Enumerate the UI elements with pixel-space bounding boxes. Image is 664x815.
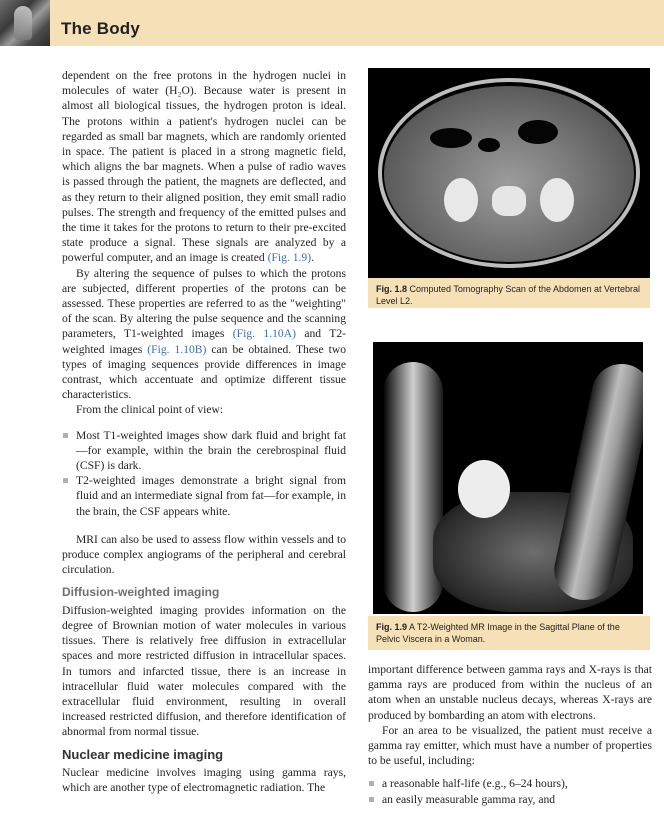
figure-caption: Fig. 1.8 Computed Tomography Scan of the Abdomen at Vertebral Level L2. — [368, 278, 650, 308]
list-item: an easily measurable gamma ray, and — [368, 792, 652, 807]
list-item: a reasonable half-life (e.g., 6–24 hours), — [368, 776, 652, 791]
paragraph: dependent on the free protons in the hydrogen nuclei in molecules of water (H₂O). Because water is present in almost all biological tissues, the hydrogen proton is ideal. The protons within a patient's hydrogen nuclei can be regarded as small bar magnets, which are randomly oriented in space. The patient is placed in a strong magnetic field, which aligns the bar magnets. When a pulse of radio waves is passed through the patient, the magnets are deflected, and as they return to their aligned position, they emit small radio pulses. The strength and frequency of the emitted pulses and the time it takes for the protons to return to their pre-excited state produce a signal. These signals are analyzed by a powerful computer, and an image is created (Fig. 1.9). — [62, 69, 346, 265]
left-column — [62, 68, 346, 795]
bullet-icon — [369, 797, 374, 802]
chapter-title: The Body — [61, 19, 141, 38]
figure-link[interactable]: (Fig. 1.9) — [267, 251, 312, 265]
bullet-icon — [63, 433, 68, 438]
figure-caption: Fig. 1.9 A T2-Weighted MR Image in the Sagittal Plane of the Pelvic Viscera in a Woman. — [368, 616, 650, 650]
page-header — [0, 0, 664, 46]
paragraph: By altering the sequence of pulses to which the protons are subjected, different properties of the protons can be assessed. These properties are referred to as the "weighting" of the scan. By altering the pulse sequence and the scanning parameters, T1-weighted images (Fig. 1.10A) and T2-weighted images (Fig. 1.10B) can be obtained. These two types of imaging sequences provide differences in image contrast, which accentuate and optimize different tissue characteristics. — [62, 266, 346, 402]
list-item: T2-weighted images demonstrate a bright signal from fluid and an intermediate signal from fat—for example, in the brain, the CSF appears white. — [62, 473, 346, 519]
bullet-icon — [369, 781, 374, 786]
chapter-thumbnail — [0, 0, 50, 46]
paragraph: From the clinical point of view: — [76, 403, 224, 417]
figure-link[interactable]: (Fig. 1.10A) — [232, 327, 296, 341]
paragraph: Nuclear medicine involves imaging using gamma rays, which are another type of electromagnetic radiation. The — [62, 765, 346, 794]
ct-scan-image — [368, 68, 650, 278]
bullet-icon — [63, 478, 68, 483]
list-item: Most T1-weighted images show dark fluid and bright fat—for example, within the brain the cerebrospinal fluid (CSF) is dark. — [62, 428, 346, 474]
bullet-list — [62, 428, 346, 519]
section-subheading: Diffusion-weighted imaging — [62, 584, 220, 599]
section-heading: Nuclear medicine imaging — [62, 746, 224, 762]
paragraph: Diffusion-weighted imaging provides information on the degree of Brownian motion of water molecules in various tissues. There is relatively free diffusion in extracellular spaces and more restricted diffusion in intracellular spaces. In tumors and infarcted tissue, there is an increase in intracellular fluid water molecules compared with the extracellular fluid environment, resulting in overall increased restricted diffusion, and therefore identification of abnormal from normal tissue. — [62, 603, 346, 739]
right-column — [368, 662, 652, 807]
paragraph: MRI can also be used to assess flow within vessels and to produce complex angiograms of the peripheral and cerebral circulation. — [62, 532, 346, 577]
paragraph: important difference between gamma rays and X-rays is that gamma rays are produced from within the nucleus of an atom when an unstable nucleus decays, whereas X-rays are produced by bombarding an atom with electrons. — [368, 663, 652, 722]
figure-link[interactable]: (Fig. 1.10B) — [147, 342, 207, 356]
bullet-list — [368, 776, 652, 806]
paragraph: For an area to be visualized, the patient must receive a gamma ray emitter, which must have a number of properties to be useful, including: — [368, 723, 652, 768]
mri-image — [373, 342, 643, 614]
